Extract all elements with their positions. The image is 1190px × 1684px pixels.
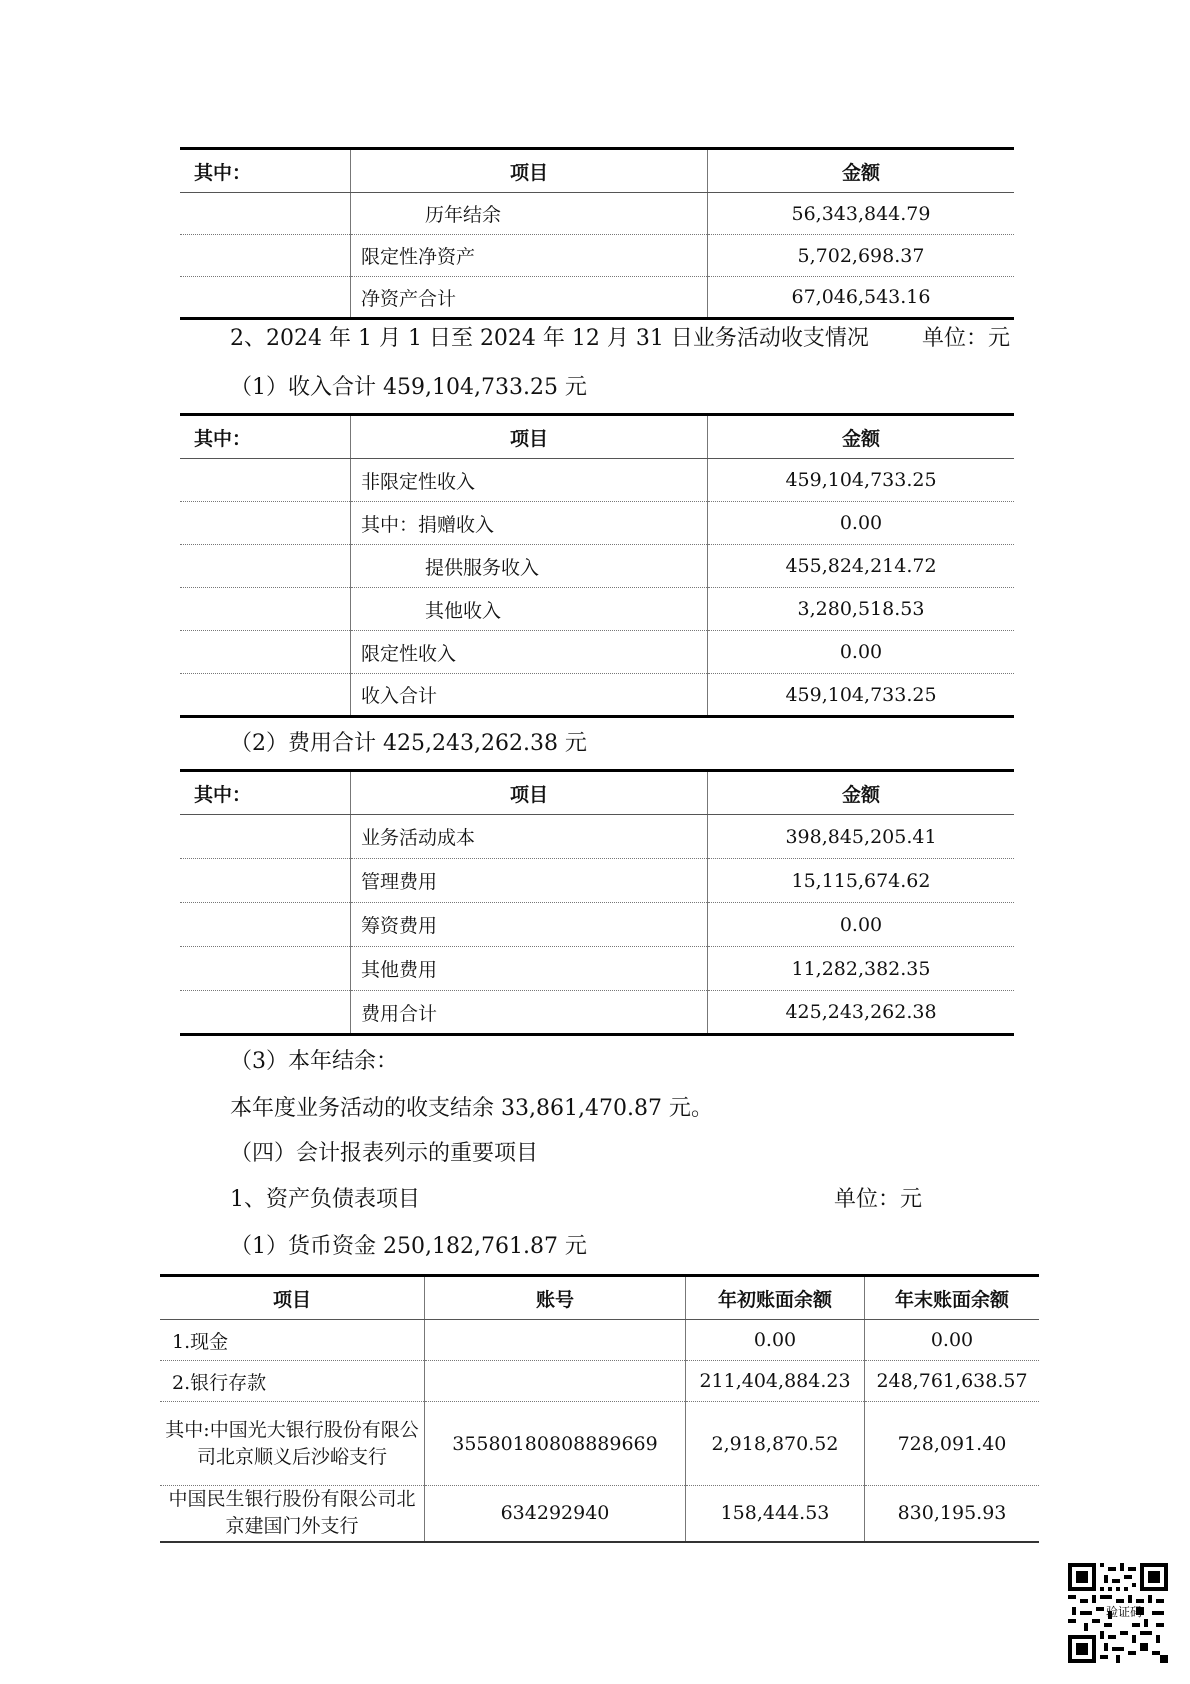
balance-heading: （3）本年结余： [230,1049,398,1074]
row-begin: 211,404,884.23 [686,1361,865,1402]
row-item: 费用合计 [351,991,708,1035]
row-amount: 425,243,262.38 [708,991,1015,1035]
row-account [425,1320,686,1361]
table-row [180,545,1014,588]
table-row [160,1320,1039,1361]
table-row [180,947,1014,991]
table-row [180,991,1014,1035]
unit-label: 单位：元 [922,326,1011,351]
row-item: 收入合计 [351,674,708,717]
row-end: 830,195.93 [865,1486,1040,1542]
table-row [180,459,1014,502]
table-row [180,631,1014,674]
row-amount: 0.00 [708,631,1015,674]
row-item: 中国民生银行股份有限公司北京建国门外支行 [160,1486,425,1542]
row-item: 筹资费用 [351,903,708,947]
col-header-item: 项目 [351,149,708,193]
row-item: 历年结余 [351,193,708,235]
table-row [180,859,1014,903]
row-item: 管理费用 [351,859,708,903]
qr-code-icon [1068,1563,1168,1663]
row-amount: 56,343,844.79 [791,202,931,225]
row-amount: 459,104,733.25 [785,469,937,491]
row-amount: 3,280,518.53 [708,588,1015,631]
col-header-end-balance: 年末账面余额 [865,1276,1040,1320]
row-begin: 0.00 [686,1320,865,1361]
svg-text:验证码: 验证码 [1105,1604,1143,1619]
row-amount: 0.00 [708,502,1015,545]
table-row [180,235,1014,277]
col-header-amount: 金额 [708,771,1015,815]
col-header-amount: 金额 [708,415,1015,459]
row-amount: 15,115,674.62 [708,859,1015,903]
table-row [180,903,1014,947]
row-amount: 455,824,214.72 [708,545,1015,588]
row-begin: 2,918,870.52 [686,1402,865,1486]
section-title: 2、2024 年 1 月 1 日至 2024 年 12 月 31 日业务活动收支情况 [230,326,869,351]
table-row [180,502,1014,545]
unit-label-2: 单位：元 [834,1187,923,1212]
section4-title: （四）会计报表列示的重要项目 [230,1141,539,1166]
cash-table [160,1274,1039,1543]
row-end: 0.00 [930,1329,974,1351]
row-item: 其中：捐赠收入 [351,502,708,545]
table-row [160,1402,1039,1486]
table-row [160,1486,1039,1542]
table-row [180,674,1014,717]
col-header-item: 项目 [351,415,708,459]
income-table [180,413,1014,718]
expense-heading: （2）费用合计 425,243,262.38 元 [230,731,587,756]
row-account: 634292940 [425,1486,686,1542]
table-row [180,193,1014,235]
col-header-amount: 金额 [708,149,1015,193]
row-amount: 5,702,698.37 [708,235,1015,277]
col-header-of-which: 其中： [180,149,351,193]
row-amount: 11,282,382.35 [708,947,1015,991]
income-heading: （1）收入合计 459,104,733.25 元 [230,375,587,400]
row-item: 限定性净资产 [351,235,708,277]
row-item: 限定性收入 [351,631,708,674]
col-header-of-which: 其中： [180,415,351,459]
row-amount: 0.00 [708,903,1015,947]
row-amount: 67,046,543.16 [708,277,1015,319]
table-row [160,1361,1039,1402]
row-item: 净资产合计 [351,277,708,319]
row-item: 1.现金 [160,1320,425,1361]
col-header-item: 项目 [160,1276,425,1320]
row-item: 其他费用 [351,947,708,991]
balance-sheet-title: 1、资产负债表项目 [230,1187,420,1212]
row-item: 提供服务收入 [351,545,708,588]
row-end: 248,761,638.57 [865,1361,1040,1402]
row-amount: 459,104,733.25 [708,674,1015,717]
col-header-item: 项目 [351,771,708,815]
row-item: 非限定性收入 [351,459,708,502]
row-account [425,1361,686,1402]
table-row [180,588,1014,631]
row-item: 其中:中国光大银行股份有限公司北京顺义后沙峪支行 [160,1402,425,1486]
row-begin: 158,444.53 [686,1486,865,1542]
row-amount: 398,845,205.41 [785,825,937,848]
row-item: 2.银行存款 [160,1361,425,1402]
col-header-begin-balance: 年初账面余额 [686,1276,865,1320]
row-item: 其他收入 [351,588,708,631]
col-header-of-which: 其中： [180,771,351,815]
col-header-account: 账号 [425,1276,686,1320]
row-account: 35580180808889669 [425,1402,686,1486]
table-row [180,277,1014,319]
expense-table [180,769,1014,1036]
cash-heading: （1）货币资金 250,182,761.87 元 [230,1234,587,1259]
balance-text: 本年度业务活动的收支结余 33,861,470.87 元。 [230,1096,713,1121]
table-row [180,815,1014,859]
row-item: 业务活动成本 [351,815,708,859]
row-end: 728,091.40 [865,1402,1040,1486]
net-assets-table [180,147,1014,320]
